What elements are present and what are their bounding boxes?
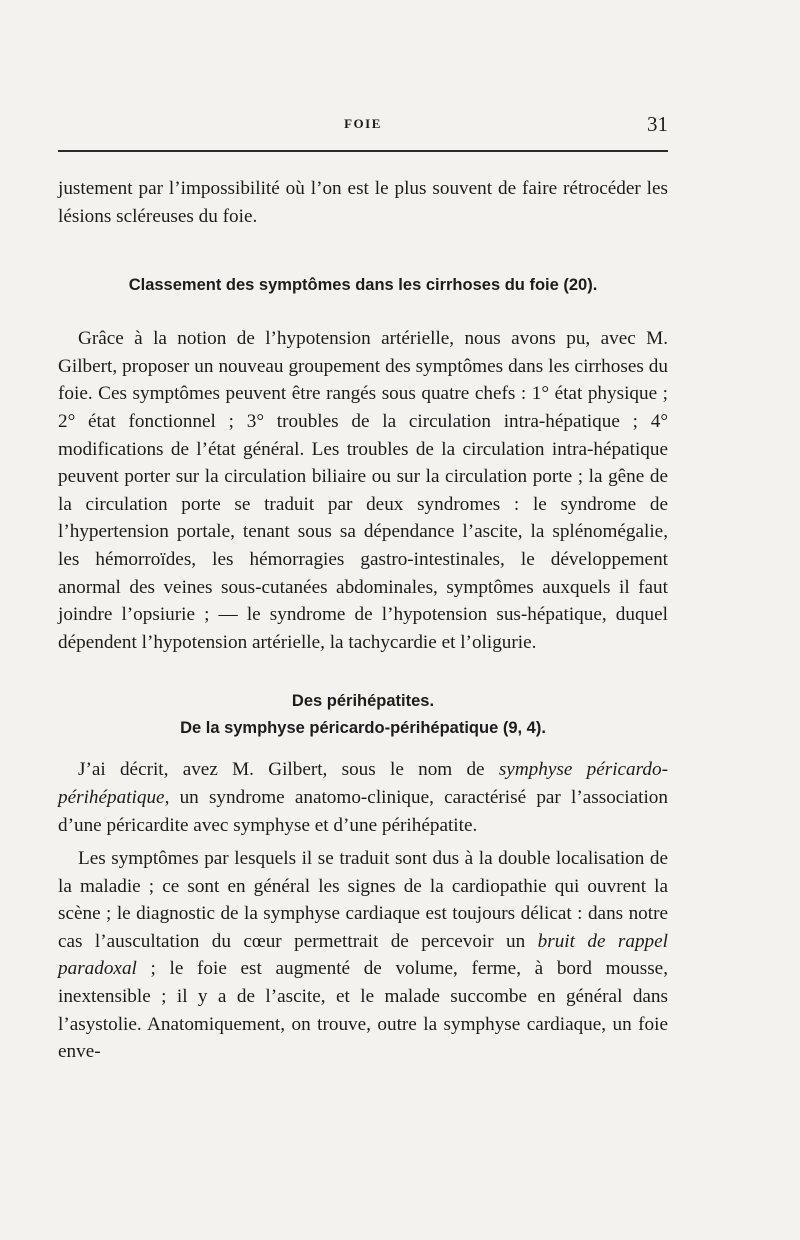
paragraph-classement: Grâce à la notion de l’hypotension artérielle, nous avons pu, avec M. Gilbert, proposer un nouveau groupement des symptômes dans les cirrhoses du foie. Ces symptômes peuvent être rangés sous quatre chefs : 1° état physique ; 2° état fonctionnel ; 3° troubles de la circulation intra-hépatique ; 4° modifications de l’état général. Les troubles de la circulation intra-hépatique peuvent porter sur la circulation biliaire ou sur la circulation porte ; la gêne de la circulation porte se traduit par deux syndromes : le syndrome de l’hypertension portale, tenant sous sa dépendance l’ascite, la splénomégalie, les hémorroïdes, les hémorragies gastro-intestinales, le développement anormal des veines sous-cutanées abdominales, symptômes auxquels il faut joindre l’opsiurie ; — le syndrome de l’hypotension sus-hépatique, duquel dépendent l’hypotension artérielle, la tachycardie et l’oligurie. [58,328,668,653]
paragraph-continuation: justement par l’impossibilité où l’on est le plus souvent de faire rétrocéder les lésions scléreuses du foie. [58,178,668,227]
header-rule [58,150,668,152]
page-number: 31 [647,112,668,136]
italic-term: symphyse péricardo-périhépatique [58,759,668,808]
text-run: , un syndrome anatomo-clinique, caractérisé par l’association d’une péricardite avec symphyse et d’une périhépatite. [58,786,668,836]
paragraph-symptomes [58,845,668,1066]
section-title-perihepatites: Des périhépatites. [291,692,435,711]
running-head: FOIE [344,116,382,131]
text-run: J’ai décrit, avez M. Gilbert, sous le nom de [78,759,499,781]
text-run: ; le foie est augmenté de volume, ferme, à bord mousse, inextensible ; il y a de l’ascite, et le malade succombe en général dans l’asystolie. Anatomiquement, on trouve, outre la symphyse cardiaque, un foie enve- [58,958,668,1063]
page-header [58,112,668,140]
section-title-classement: Classement des symptômes dans les cirrhoses du foie (20). [128,276,598,295]
section-title-symphyse: De la symphyse péricardo-périhépatique (9, 4). [180,719,546,738]
italic-term: bruit de rappel paradoxal [58,930,668,980]
body-text [58,175,668,1066]
paragraph-symphyse-definition [58,756,668,839]
text-run: Les symptômes par lesquels il se traduit sont dus à la double localisation de la maladie ; ce sont en général les signes de la cardiopathie qui ouvrent la scène ; le diagnostic de la symphyse cardiaque est toujours délicat : dans notre cas l’auscultation du cœur permettrait de percevoir un [58,848,668,952]
